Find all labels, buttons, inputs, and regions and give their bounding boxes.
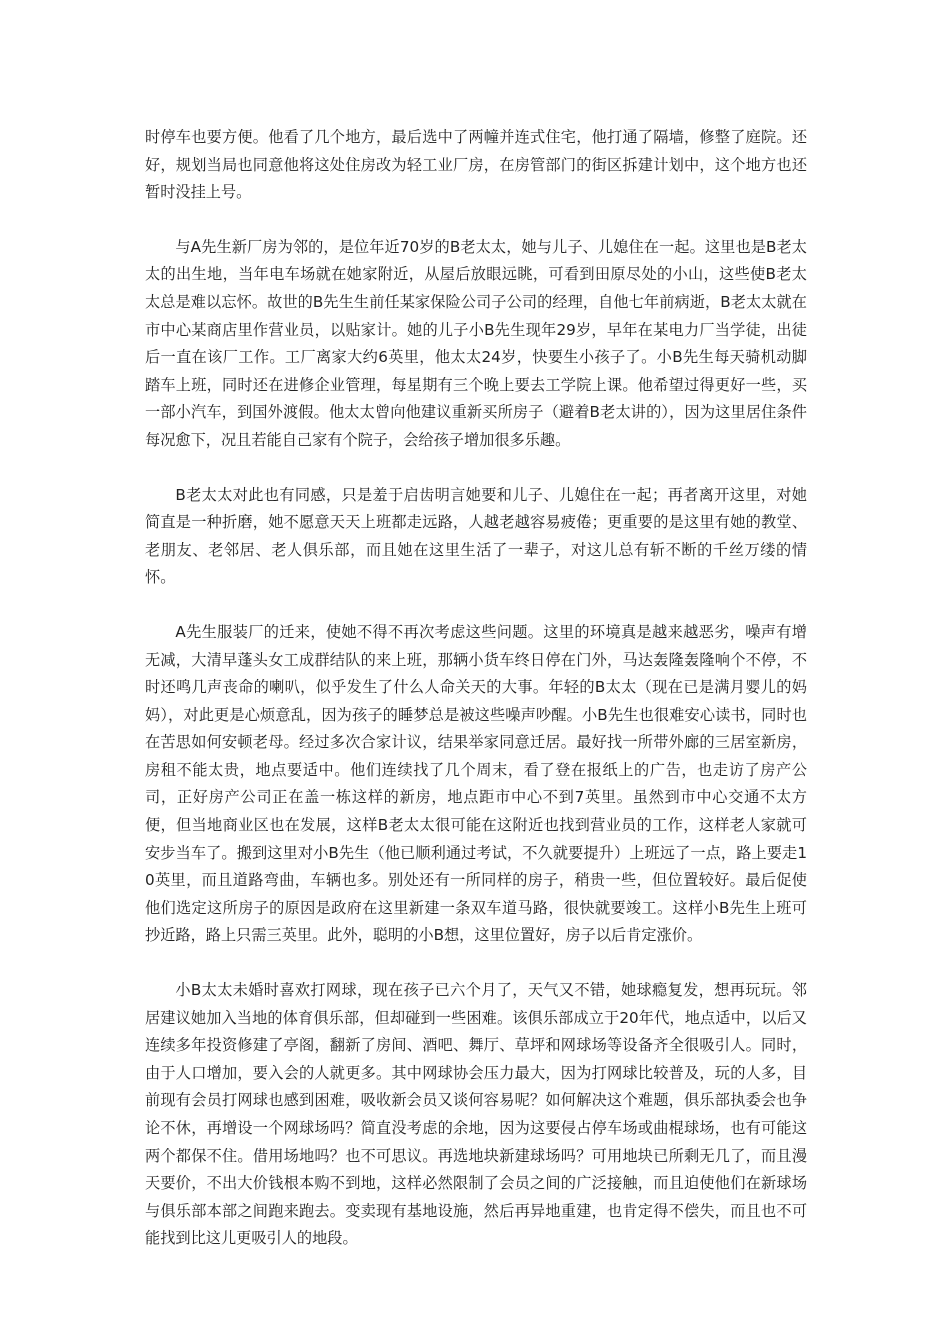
paragraph-2: 与A先生新厂房为邻的，是位年近70岁的B老太太，她与儿子、儿媳住在一起。这里也是B老太太的出生地，当年电车场就在她家附近，从屋后放眼远眺，可看到田原尽处的小山，这些使B老太太总是难以忘怀。故世的B先生生前任某家保险公司子公司的经理，自他七年前病逝，B老太太就在市中心某商店里作营业员，以贴家计。她的儿子小B先生现年29岁，早年在某电力厂当学徒，出徒后一直在该厂工作。工厂离家大约6英里，他太太24岁，快要生小孩子了。小B先生每天骑机动脚踏车上班，同时还在进修企业管理，每星期有三个晚上要去工学院上课。他希望过得更好一些，买一部小汽车，到国外渡假。他太太曾向他建议重新买所房子（避着B老太讲的），因为这里居住条件每况愈下，况且若能自己家有个院子，会给孩子增加很多乐趣。 [145, 237, 807, 449]
paragraph-4: A先生服装厂的迁来，使她不得不再次考虑这些问题。这里的环境真是越来越恶劣，噪声有增无减，大清早蓬头女工成群结队的来上班，那辆小货车终日停在门外，马达轰隆轰隆响个不停，不时还鸣几声丧命的喇叭，似乎发生了什么人命关天的大事。年轻的B太太（现在已是满月婴儿的妈妈），对此更是心烦意乱，因为孩子的睡梦总是被这些噪声吵醒。小B先生也很难安心读书，同时也在苦思如何安顿老母。经过多次合家计议，结果举家同意迁居。最好找一所带外廊的三居室新房，房租不能太贵，地点要适中。他们连续找了几个周末，看了登在报纸上的广告，也走访了房产公司，正好房产公司正在盖一栋这样的新房，地点距市中心不到7英里。虽然到市中心交通不太方便，但当地商业区也在发展，这样B老太太很可能在这附近也找到营业员的工作，这样老人家就可安步当车了。搬到这里对小B先生（他已顺利通过考试，不久就要提升）上班远了一点，路上要走10英里，而且道路弯曲，车辆也多。别处还有一所同样的房子，稍贵一些，但位置较好。最后促使他们选定这所房子的原因是政府在这里新建一条双车道马路，很快就要竣工。这样小B先生上班可抄近路，路上只需三英里。此外，聪明的小B想，这里位置好，房子以后肯定涨价。 [145, 622, 807, 945]
paragraph-3: B老太太对此也有同感，只是羞于启齿明言她要和儿子、儿媳住在一起；再者离开这里，对她简直是一种折磨，她不愿意天天上班都走远路，人越老越容易疲倦；更重要的是这里有她的教堂、老朋友、老邻居、老人俱乐部，而且她在这里生活了一辈子，对这儿总有斩不断的千丝万缕的情怀。 [145, 485, 807, 587]
paragraph-1: 时停车也要方便。他看了几个地方，最后选中了两幢并连式住宅，他打通了隔墙，修整了庭院。还好，规划当局也同意他将这处住房改为轻工业厂房，在房管部门的街区拆建计划中，这个地方也还暂时没挂上号。 [145, 128, 807, 202]
paragraph-5: 小B太太未婚时喜欢打网球，现在孩子已六个月了，天气又不错，她球瘾复发，想再玩玩。邻居建议她加入当地的体育俱乐部，但却碰到一些困难。该俱乐部成立于20年代，地点适中，以后又连续多年投资修建了亭阁，翻新了房间、酒吧、舞厅、草坪和网球场等设备齐全很吸引人。同时，由于人口增加，要入会的人就更多。其中网球协会压力最大，因为打网球比较普及，玩的人多，目前现有会员打网球也感到困难，吸收新会员又谈何容易呢？如何解决这个难题，俱乐部执委会也争论不休，再增设一个网球场吗？简直没考虑的余地，因为这要侵占停车场或曲棍球场，也有可能这两个都保不住。借用场地吗？也不可思议。再选地块新建球场吗？可用地块已所剩无几了，而且漫天要价，不出大价钱根本购不到地，这样必然限制了会员之间的广泛接触，而且迫使他们在新球场与俱乐部本部之间跑来跑去。变卖现有基地设施，然后再异地重建，也肯定得不偿失，而且也不可能找到比这儿更吸引人的地段。 [145, 981, 807, 1248]
document-page [145, 124, 807, 1253]
